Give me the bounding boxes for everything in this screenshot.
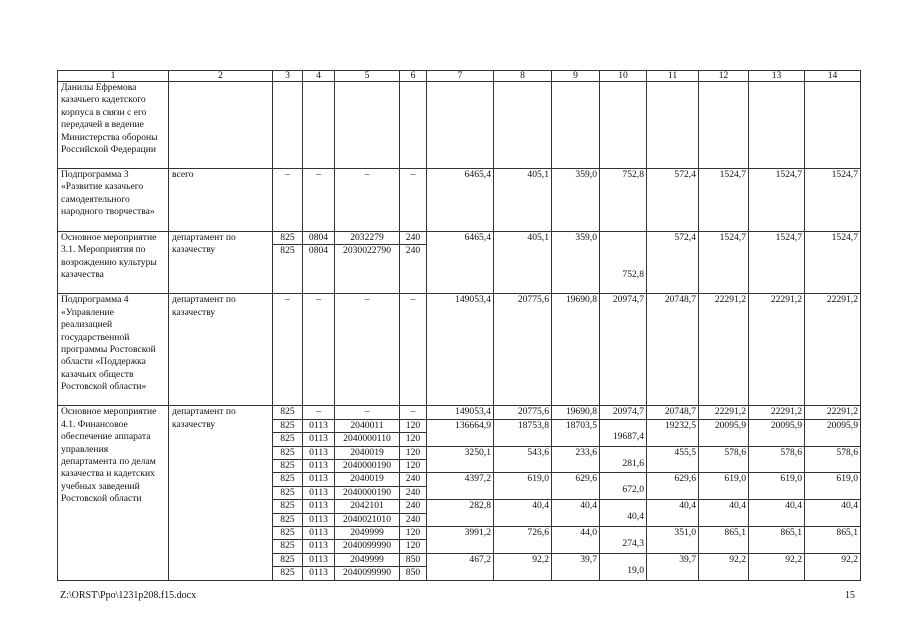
value-cell: 281,6 (600, 446, 647, 473)
empty-cell (303, 82, 335, 169)
code-cell: – (400, 169, 427, 232)
code-cell: 2040011 (335, 419, 400, 432)
executor-cell: департамент по казачеству (169, 294, 273, 406)
code-cell: 2030022790 (335, 245, 400, 294)
code-cell: 120 (400, 527, 427, 540)
code-cell: 825 (273, 486, 303, 499)
code-cell: 120 (400, 419, 427, 432)
column-header: 9 (552, 71, 600, 82)
code-cell: 2040099990 (335, 540, 400, 553)
column-header: 1 (58, 71, 169, 82)
value-cell: 20974,7 (600, 406, 647, 419)
value-cell: 20974,7 (600, 294, 647, 406)
value-cell: 865,1 (749, 527, 805, 554)
footer-file-path: Z:\ORST\Ppo\1231p208.f15.docx (60, 590, 197, 601)
value-cell: 543,6 (494, 446, 552, 473)
code-cell: – (303, 294, 335, 406)
value-cell: 19,0 (600, 553, 647, 580)
code-cell: 825 (273, 567, 303, 580)
value-cell: 39,7 (647, 553, 699, 580)
value-cell: 572,4 (647, 232, 699, 294)
column-header: 8 (494, 71, 552, 82)
value-cell: 282,8 (427, 500, 494, 527)
executor-cell: всего (169, 169, 273, 232)
value-cell: 6465,4 (427, 169, 494, 232)
code-cell: 2040099990 (335, 567, 400, 580)
value-cell: 22291,2 (699, 294, 749, 406)
code-cell: 120 (400, 460, 427, 473)
footer-page-number: 15 (845, 590, 855, 601)
table-row (58, 169, 861, 232)
value-cell: 22291,2 (749, 294, 805, 406)
value-cell: 136664,9 (427, 419, 494, 446)
code-cell: 0113 (303, 473, 335, 486)
code-cell: 825 (273, 406, 303, 419)
value-cell: 578,6 (749, 446, 805, 473)
code-cell: 825 (273, 553, 303, 566)
value-cell: 359,0 (552, 169, 600, 232)
value-cell: 92,2 (699, 553, 749, 580)
code-cell: 120 (400, 433, 427, 446)
code-cell: 240 (400, 232, 427, 245)
code-cell: 0113 (303, 433, 335, 446)
value-cell: 40,4 (699, 500, 749, 527)
code-cell: 2040019 (335, 446, 400, 459)
table-row (58, 294, 861, 406)
value-cell: 40,4 (805, 500, 861, 527)
value-cell: 726,6 (494, 527, 552, 554)
value-cell: 39,7 (552, 553, 600, 580)
empty-cell (600, 82, 647, 169)
empty-cell (805, 82, 861, 169)
code-cell: 825 (273, 419, 303, 432)
value-cell: 6465,4 (427, 232, 494, 294)
value-cell: 1524,7 (749, 232, 805, 294)
value-cell: 865,1 (805, 527, 861, 554)
code-cell: 825 (273, 513, 303, 526)
code-cell: – (273, 169, 303, 232)
value-cell: 19690,8 (552, 294, 600, 406)
value-cell: 20748,7 (647, 294, 699, 406)
column-header: 13 (749, 71, 805, 82)
value-cell: 40,4 (749, 500, 805, 527)
code-cell: 240 (400, 500, 427, 513)
value-cell: 672,0 (600, 473, 647, 500)
value-cell: 3991,2 (427, 527, 494, 554)
value-cell: 619,0 (749, 473, 805, 500)
empty-cell (400, 82, 427, 169)
value-cell: 405,1 (494, 169, 552, 232)
code-cell: 2040000110 (335, 433, 400, 446)
value-cell: 20775,6 (494, 294, 552, 406)
program-name-cell: Основное мероприятие 3.1. Мероприятия по возрождению культуры казачества (58, 232, 169, 294)
executor-cell: департамент по казачеству (169, 406, 273, 580)
column-header: 5 (335, 71, 400, 82)
value-cell: 359,0 (552, 232, 600, 294)
code-cell: 2040000190 (335, 486, 400, 499)
column-header: 2 (169, 71, 273, 82)
code-cell: 2032279 (335, 232, 400, 245)
value-cell: 19687,4 (600, 419, 647, 446)
value-cell: 40,4 (494, 500, 552, 527)
empty-cell (273, 82, 303, 169)
value-cell: 20095,9 (805, 419, 861, 446)
value-cell: 1524,7 (805, 169, 861, 232)
code-cell: 825 (273, 446, 303, 459)
code-cell: – (335, 294, 400, 406)
code-cell: 825 (273, 500, 303, 513)
code-cell: 240 (400, 473, 427, 486)
code-cell: 825 (273, 433, 303, 446)
value-cell: 1524,7 (749, 169, 805, 232)
code-cell: 0113 (303, 553, 335, 566)
code-cell: 0113 (303, 513, 335, 526)
value-cell: 22291,2 (805, 294, 861, 406)
code-cell: 2049999 (335, 527, 400, 540)
value-cell: 22291,2 (699, 406, 749, 419)
code-cell: 240 (400, 486, 427, 499)
value-cell: 455,5 (647, 446, 699, 473)
value-cell: 274,3 (600, 527, 647, 554)
value-cell: 20095,9 (699, 419, 749, 446)
code-cell: 2049999 (335, 553, 400, 566)
value-cell: 92,2 (494, 553, 552, 580)
column-header: 6 (400, 71, 427, 82)
code-cell: 120 (400, 540, 427, 553)
executor-cell: департамент по казачеству (169, 232, 273, 294)
empty-cell (699, 82, 749, 169)
value-cell: 629,6 (552, 473, 600, 500)
value-cell: 1524,7 (699, 232, 749, 294)
code-cell: 825 (273, 473, 303, 486)
code-cell: 2042101 (335, 500, 400, 513)
empty-cell (647, 82, 699, 169)
value-cell: 578,6 (805, 446, 861, 473)
code-cell: 825 (273, 527, 303, 540)
value-cell: 40,4 (647, 500, 699, 527)
code-cell: 825 (273, 232, 303, 245)
code-cell: 0113 (303, 446, 335, 459)
value-cell: 149053,4 (427, 294, 494, 406)
code-cell: 850 (400, 553, 427, 566)
code-cell: – (400, 406, 427, 419)
value-cell: 619,0 (805, 473, 861, 500)
code-cell: 825 (273, 245, 303, 294)
empty-cell (335, 82, 400, 169)
program-name-cell: Данилы Ефремова казачьего кадетского корпуса в связи с его передачей в ведение Министерства обороны Российской Федерации (58, 82, 169, 169)
value-cell: 752,8 (600, 169, 647, 232)
empty-cell (494, 82, 552, 169)
value-cell: 629,6 (647, 473, 699, 500)
table-row (58, 406, 861, 419)
code-cell: 2040019 (335, 473, 400, 486)
value-cell: 40,4 (600, 500, 647, 527)
value-cell: 19690,8 (552, 406, 600, 419)
program-name-cell: Основное мероприятие 4.1. Финансовое обеспечение аппарата управления департамента по делам казачества и кадетских учебных заведений Ростовской области (58, 406, 169, 580)
code-cell: – (335, 406, 400, 419)
program-name-cell: Подпрограмма 3 «Развитие казачьего самодеятельного народного творчества» (58, 169, 169, 232)
code-cell: – (273, 294, 303, 406)
value-cell: 20095,9 (749, 419, 805, 446)
value-cell: 19232,5 (647, 419, 699, 446)
value-cell: 20775,6 (494, 406, 552, 419)
program-name-cell: Подпрограмма 4 «Управление реализацией государственной программы Ростовской области «Поддержка казачьих обществ Ростовской области» (58, 294, 169, 406)
value-cell: 752,8 (600, 232, 647, 294)
value-cell: 22291,2 (749, 406, 805, 419)
code-cell: 0113 (303, 419, 335, 432)
code-cell: 240 (400, 245, 427, 294)
value-cell: 44,0 (552, 527, 600, 554)
code-cell: 240 (400, 513, 427, 526)
code-cell: 2040021010 (335, 513, 400, 526)
value-cell: 351,0 (647, 527, 699, 554)
column-header: 3 (273, 71, 303, 82)
value-cell: 4397,2 (427, 473, 494, 500)
code-cell: 0113 (303, 567, 335, 580)
column-header: 7 (427, 71, 494, 82)
column-header: 10 (600, 71, 647, 82)
code-cell: – (303, 169, 335, 232)
column-header: 11 (647, 71, 699, 82)
value-cell: 20748,7 (647, 406, 699, 419)
value-cell: 18703,5 (552, 419, 600, 446)
value-cell: 572,4 (647, 169, 699, 232)
empty-cell (169, 82, 273, 169)
value-cell: 92,2 (749, 553, 805, 580)
value-cell: 578,6 (699, 446, 749, 473)
code-cell: 0113 (303, 460, 335, 473)
code-cell: 0113 (303, 486, 335, 499)
value-cell: 1524,7 (805, 232, 861, 294)
empty-cell (427, 82, 494, 169)
value-cell: 865,1 (699, 527, 749, 554)
code-cell: – (303, 406, 335, 419)
value-cell: 40,4 (552, 500, 600, 527)
code-cell: 0113 (303, 500, 335, 513)
value-cell: 22291,2 (805, 406, 861, 419)
code-cell: 825 (273, 460, 303, 473)
column-header: 14 (805, 71, 861, 82)
code-cell: 0113 (303, 527, 335, 540)
value-cell: 1524,7 (699, 169, 749, 232)
table-row (58, 82, 861, 169)
value-cell: 619,0 (494, 473, 552, 500)
code-cell: 850 (400, 567, 427, 580)
column-header: 4 (303, 71, 335, 82)
value-cell: 149053,4 (427, 406, 494, 419)
code-cell: – (400, 294, 427, 406)
value-cell: 405,1 (494, 232, 552, 294)
value-cell: 233,6 (552, 446, 600, 473)
code-cell: 0113 (303, 540, 335, 553)
empty-cell (552, 82, 600, 169)
budget-table (57, 70, 861, 581)
value-cell: 92,2 (805, 553, 861, 580)
column-header: 12 (699, 71, 749, 82)
value-cell: 619,0 (699, 473, 749, 500)
empty-cell (749, 82, 805, 169)
code-cell: 825 (273, 540, 303, 553)
value-cell: 18753,8 (494, 419, 552, 446)
code-cell: 2040000190 (335, 460, 400, 473)
table-header-row (58, 71, 861, 82)
value-cell: 467,2 (427, 553, 494, 580)
table-row (58, 232, 861, 245)
code-cell: 120 (400, 446, 427, 459)
code-cell: 0804 (303, 245, 335, 294)
value-cell: 3250,1 (427, 446, 494, 473)
code-cell: 0804 (303, 232, 335, 245)
code-cell: – (335, 169, 400, 232)
